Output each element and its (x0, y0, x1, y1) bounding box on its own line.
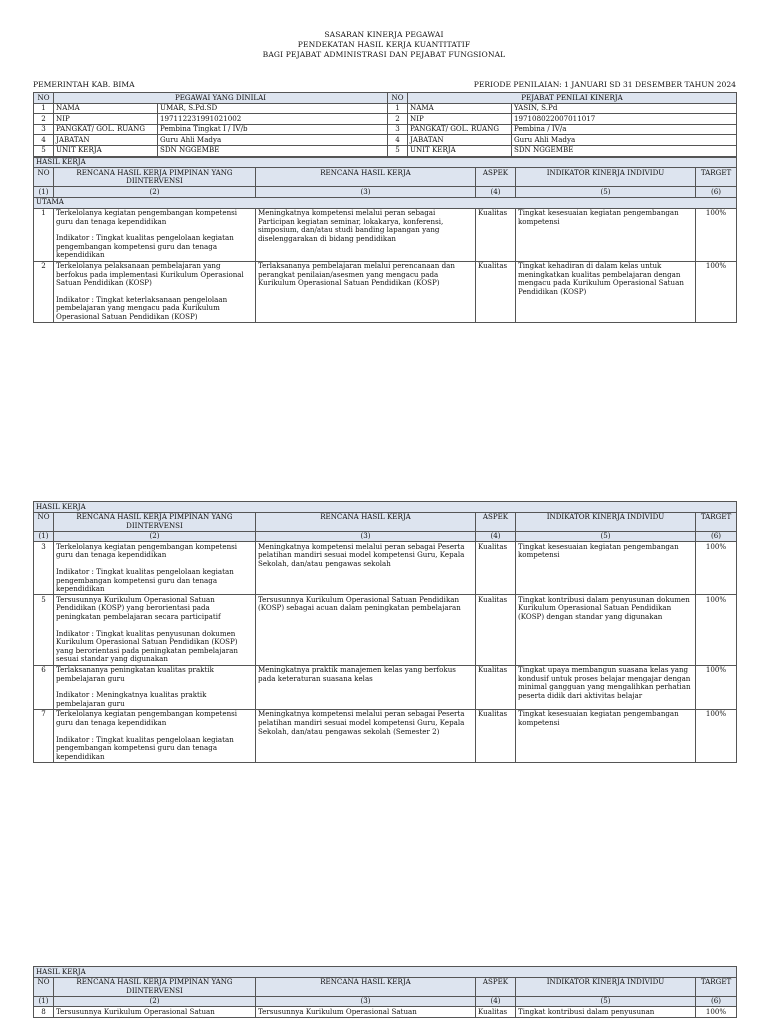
section-title: HASIL KERJA (34, 502, 737, 513)
utama-label: UTAMA (34, 197, 737, 208)
penilai-header: PEJABAT PENILAI KINERJA (408, 93, 737, 104)
num-6: (6) (696, 531, 737, 542)
section-title: HASIL KERJA (34, 157, 737, 168)
target-cell: 100% (696, 665, 737, 709)
indikator-cell: Tingkat kesesuaian kegiatan pengembangan kompetensi (516, 542, 696, 595)
indikator-cell: Tingkat upaya membangun suasana kelas yang kondusif untuk proses belajar mengajar dengan minimal gangguan yang mengalihkan perhatian peserta didik dari aktivitas belajar (516, 665, 696, 709)
row-no: 6 (34, 665, 54, 709)
num-3: (3) (256, 187, 476, 198)
col-target: TARGET (696, 977, 737, 996)
identity-label: JABATAN (408, 135, 512, 146)
rhk-cell: Tersusunnya Kurikulum Operasional Satuan (256, 1007, 476, 1018)
target-cell: 100% (696, 595, 737, 665)
rhk-pimpinan-cell (54, 1007, 256, 1018)
num-3: (3) (256, 531, 476, 542)
num-1: (1) (34, 531, 54, 542)
rhk-pimpinan-text: Terkelolanya kegiatan pengembangan kompetensi guru dan tenaga kependidikan (56, 541, 238, 560)
rhk-pimpinan-text: Terkelolanya pelaksanaan pembelajaran yang berfokus pada implementasi Kurikulum Operasional Satuan Pendidikan (KOSP) (56, 261, 244, 288)
title-line-3: BAGI PEJABAT ADMINISTRASI DAN PEJABAT FUNGSIONAL (262, 50, 506, 59)
identity-label: NIP (54, 114, 158, 125)
rhk-cell: Tersusunnya Kurikulum Operasional Satuan Pendidikan (KOSP) sebagai acuan dalam peningkatan pembelajaran (256, 595, 476, 665)
col-rhk: RENCANA HASIL KERJA (256, 512, 476, 531)
rhk-pimpinan-text: Terlaksananya peningkatan kualitas praktik pembelajaran guru (56, 665, 214, 683)
page-block-1 (33, 92, 736, 323)
col-rhk: RENCANA HASIL KERJA (256, 168, 476, 187)
indikator-pimpinan-text: Indikator : Tingkat kualitas pengelolaan kegiatan pengembangan kompetensi guru dan tenaga kependidikan (56, 567, 234, 594)
aspek-cell: Kualitas (476, 709, 516, 762)
meta-line (33, 80, 736, 90)
indikator-cell: Tingkat kesesuaian kegiatan pengembangan kompetensi (516, 208, 696, 261)
identity-label: NIP (408, 114, 512, 125)
col-aspek: ASPEK (476, 512, 516, 531)
num-5: (5) (516, 187, 696, 198)
identity-row (34, 124, 737, 135)
penilai-value: Pembina / IV/a (512, 124, 737, 135)
page-block-3 (33, 966, 736, 1018)
identity-no: 1 (34, 103, 54, 114)
penilai-value: 197108022007011017 (512, 114, 737, 125)
aspek-cell: Kualitas (476, 665, 516, 709)
document-title (0, 30, 768, 60)
penilai-value: SDN NGGEMBE (512, 145, 737, 156)
rhk-pimpinan-text: Tersusunnya Kurikulum Operasional Satuan (56, 1006, 215, 1016)
hasil-rows-3 (34, 1007, 737, 1018)
col-rhk-pimpinan: RENCANA HASIL KERJA PIMPINAN YANG DIINTERVENSI (54, 977, 256, 996)
aspek-cell: Kualitas (476, 208, 516, 261)
rhk-pimpinan-cell (54, 709, 256, 762)
indikator-cell: Tingkat kesesuaian kegiatan pengembangan kompetensi (516, 709, 696, 762)
num-5: (5) (516, 996, 696, 1007)
hasil-kerja-table-2 (33, 501, 737, 763)
pegawai-value: Guru Ahli Madya (158, 135, 388, 146)
row-no: 2 (34, 261, 54, 323)
aspek-cell: Kualitas (476, 542, 516, 595)
pegawai-header: PEGAWAI YANG DINILAI (54, 93, 388, 104)
table-row (34, 709, 737, 762)
identity-row (34, 114, 737, 125)
col-no: NO (34, 977, 54, 996)
identity-row (34, 135, 737, 146)
col-target: TARGET (696, 512, 737, 531)
num-1: (1) (34, 187, 54, 198)
col-target: TARGET (696, 168, 737, 187)
title-line-2: PENDEKATAN HASIL KERJA KUANTITATIF (297, 40, 471, 49)
identity-no: 1 (388, 103, 408, 114)
instansi: PEMERINTAH KAB. BIMA (33, 80, 135, 89)
hasil-rows-1 (34, 208, 737, 323)
num-3: (3) (256, 996, 476, 1007)
identity-label: PANGKAT/ GOL. RUANG (408, 124, 512, 135)
penilai-value: YASIN, S.Pd (512, 103, 737, 114)
indikator-cell: Tingkat kehadiran di dalam kelas untuk meningkatkan kualitas pembelajaran dengan mengacu pada Kurikulum Operasional Satuan Pendidikan (KOSP) (516, 261, 696, 323)
identity-no-header: NO (34, 93, 54, 104)
identity-row (34, 103, 737, 114)
page-block-2 (33, 501, 736, 763)
target-cell: 100% (696, 709, 737, 762)
col-aspek: ASPEK (476, 977, 516, 996)
num-2: (2) (54, 531, 256, 542)
identity-label: UNIT KERJA (408, 145, 512, 156)
identity-no: 5 (34, 145, 54, 156)
identity-no-header-2: NO (388, 93, 408, 104)
pegawai-value: Pembina Tingkat I / IV/b (158, 124, 388, 135)
identity-no: 5 (388, 145, 408, 156)
table-row (34, 595, 737, 665)
rhk-cell: Meningkatnya kompetensi melalui peran sebagai Participan kegiatan seminar, lokakarya, konferensi, simposium, dan/atau studi banding lapangan yang diselenggarakan di bidang pendidikan (256, 208, 476, 261)
indikator-cell: Tingkat kontribusi dalam penyusunan dokumen Kurikulum Operasional Satuan Pendidikan (KOSP) dengan standar yang digunakan (516, 595, 696, 665)
rhk-pimpinan-text: Terkelolanya kegiatan pengembangan kompetensi guru dan tenaga kependidikan (56, 709, 238, 727)
pegawai-value: SDN NGGEMBE (158, 145, 388, 156)
col-rhk-pimpinan: RENCANA HASIL KERJA PIMPINAN YANG DIINTERVENSI (54, 512, 256, 531)
identity-no: 2 (34, 114, 54, 125)
num-2: (2) (54, 187, 256, 198)
section-title: HASIL KERJA (34, 967, 737, 978)
title-line-1: SASARAN KINERJA PEGAWAI (324, 30, 444, 39)
rhk-pimpinan-cell (54, 542, 256, 595)
target-cell: 100% (696, 1007, 737, 1018)
target-cell: 100% (696, 208, 737, 261)
rhk-cell: Meningkatnya kompetensi melalui peran sebagai Peserta pelatihan mandiri sesuai model kompetensi Guru, Kepala Sekolah, dan/atau pengawas sekolah (Semester 2) (256, 709, 476, 762)
rhk-pimpinan-cell (54, 208, 256, 261)
indikator-pimpinan-text: Indikator : Tingkat kualitas pengelolaan kegiatan pengembangan kompetensi guru dan tenaga kependidikan (56, 233, 234, 260)
target-cell: 100% (696, 542, 737, 595)
target-cell: 100% (696, 261, 737, 323)
identity-row (34, 145, 737, 156)
identity-no: 3 (34, 124, 54, 135)
col-rhk-pimpinan: RENCANA HASIL KERJA PIMPINAN YANG DIINTERVENSI (54, 168, 256, 187)
col-indikator: INDIKATOR KINERJA INDIVIDU (516, 977, 696, 996)
num-6: (6) (696, 187, 737, 198)
identity-label: UNIT KERJA (54, 145, 158, 156)
table-row (34, 542, 737, 595)
indikator-pimpinan-text: Indikator : Tingkat keterlaksanaan pengelolaan pembelajaran yang mengacu pada Kurikulum Operasional Satuan Pendidikan (KOSP) (56, 294, 228, 321)
identity-no: 4 (388, 135, 408, 146)
hasil-kerja-table-3 (33, 966, 737, 1018)
table-row (34, 665, 737, 709)
num-4: (4) (476, 187, 516, 198)
row-no: 8 (34, 1007, 54, 1018)
identity-no: 3 (388, 124, 408, 135)
col-rhk: RENCANA HASIL KERJA (256, 977, 476, 996)
table-row (34, 261, 737, 323)
identity-label: JABATAN (54, 135, 158, 146)
pegawai-value: 197112231991021002 (158, 114, 388, 125)
identity-no: 2 (388, 114, 408, 125)
rhk-pimpinan-cell (54, 261, 256, 323)
table-row (34, 1007, 737, 1018)
penilai-value: Guru Ahli Madya (512, 135, 737, 146)
identity-rows (34, 103, 737, 156)
num-2: (2) (54, 996, 256, 1007)
num-1: (1) (34, 996, 54, 1007)
identity-table (33, 92, 737, 157)
indikator-pimpinan-text: Indikator : Tingkat kualitas penyusunan dokumen Kurikulum Operasional Satuan Pendidikan (KOSP) yang berorientasi pada peningkatan pembelajaran sesuai standar yang digunakan (56, 628, 238, 664)
table-row (34, 208, 737, 261)
identity-label: NAMA (54, 103, 158, 114)
num-6: (6) (696, 996, 737, 1007)
row-no: 3 (34, 542, 54, 595)
pegawai-value: UMAR, S.Pd.SD (158, 103, 388, 114)
row-no: 1 (34, 208, 54, 261)
rhk-cell: Meningkatnya kompetensi melalui peran sebagai Peserta pelatihan mandiri sesuai model kompetensi Guru, Kepala Sekolah, dan/atau pengawas sekolah (256, 542, 476, 595)
rhk-pimpinan-cell (54, 595, 256, 665)
indikator-pimpinan-text: Indikator : Meningkatnya kualitas praktik pembelajaran guru (56, 690, 207, 708)
row-no: 7 (34, 709, 54, 762)
identity-label: NAMA (408, 103, 512, 114)
col-indikator: INDIKATOR KINERJA INDIVIDU (516, 168, 696, 187)
rhk-pimpinan-text: Terkelolanya kegiatan pengembangan kompetensi guru dan tenaga kependidikan (56, 208, 238, 226)
hasil-rows-2 (34, 542, 737, 762)
col-indikator: INDIKATOR KINERJA INDIVIDU (516, 512, 696, 531)
col-no: NO (34, 512, 54, 531)
rhk-cell: Terlaksananya pembelajaran melalui perencanaan dan perangkat penilaian/asesmen yang mengacu pada Kurikulum Operasional Satuan Pendidikan (KOSP) (256, 261, 476, 323)
col-no: NO (34, 168, 54, 187)
indikator-cell: Tingkat kontribusi dalam penyusunan (516, 1007, 696, 1018)
indikator-pimpinan-text: Indikator : Tingkat kualitas pengelolaan kegiatan pengembangan kompetensi guru dan tenaga kependidikan (56, 734, 234, 761)
num-4: (4) (476, 531, 516, 542)
num-4: (4) (476, 996, 516, 1007)
aspek-cell: Kualitas (476, 261, 516, 323)
col-aspek: ASPEK (476, 168, 516, 187)
aspek-cell: Kualitas (476, 1007, 516, 1018)
rhk-cell: Meningkatnya praktik manajemen kelas yang berfokus pada keteraturan suasana kelas (256, 665, 476, 709)
row-no: 5 (34, 595, 54, 665)
num-5: (5) (516, 531, 696, 542)
periode: PERIODE PENILAIAN: 1 JANUARI SD 31 DESEMBER TAHUN 2024 (473, 80, 736, 89)
aspek-cell: Kualitas (476, 595, 516, 665)
rhk-pimpinan-text: Tersusunnya Kurikulum Operasional Satuan Pendidikan (KOSP) yang berorientasi pada peningkatan pembelajaran secara participatif (56, 594, 221, 622)
identity-no: 4 (34, 135, 54, 146)
rhk-pimpinan-cell (54, 665, 256, 709)
identity-label: PANGKAT/ GOL. RUANG (54, 124, 158, 135)
hasil-kerja-table-1 (33, 157, 737, 324)
